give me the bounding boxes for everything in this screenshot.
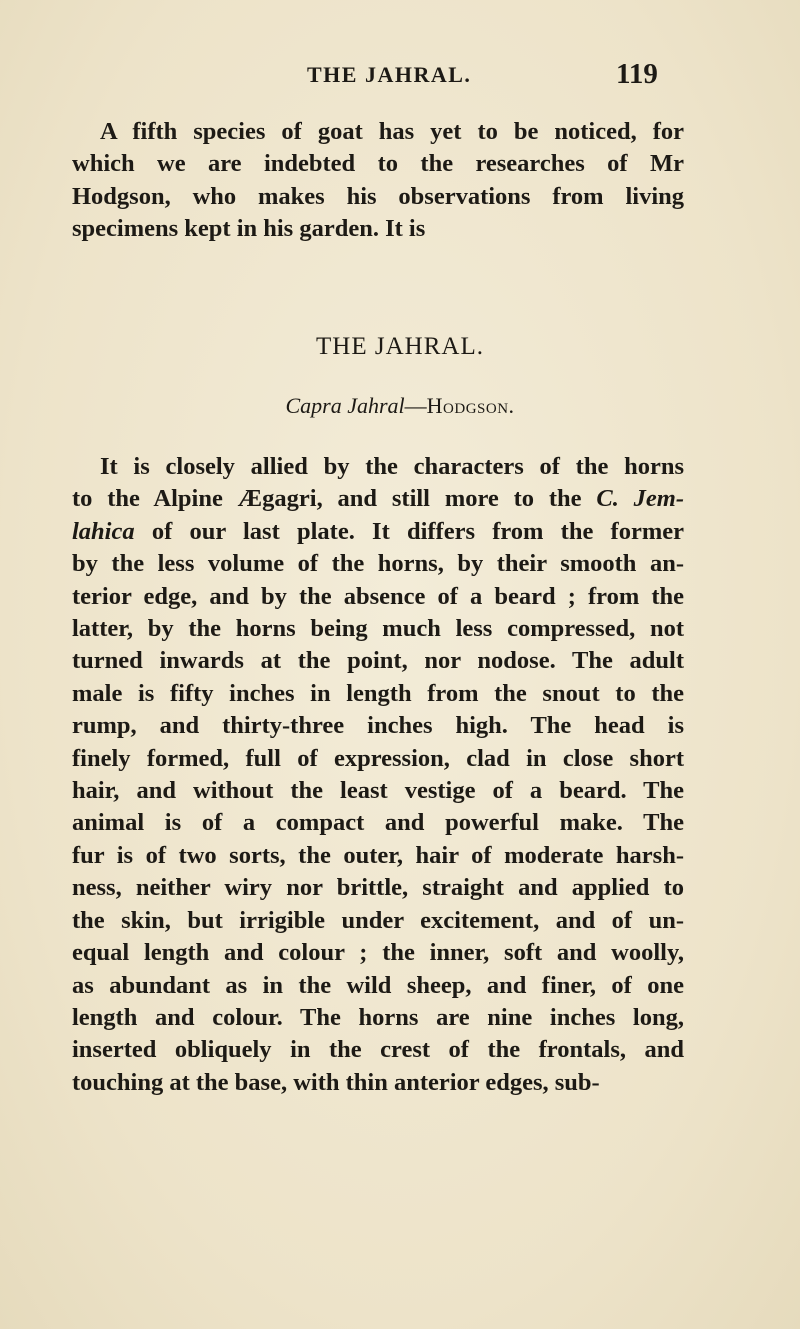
- italic-text: lahica: [72, 517, 135, 545]
- text-line: It is closely allied by the characters of the horns: [100, 453, 684, 480]
- text-line: the skin, but irrigible under excitement, and of un-: [72, 906, 684, 934]
- text-line: specimens kept in his garden. It is: [72, 215, 426, 243]
- intro-paragraph: [72, 116, 684, 246]
- latin-name: Capra Jahral: [285, 393, 405, 418]
- text-line: ness, neither wiry nor brittle, straight and applied to: [72, 874, 684, 902]
- page-number: 119: [616, 58, 658, 90]
- text-line: latter, by the horns being much less compressed, not: [72, 615, 684, 643]
- text-line: touching at the base, with thin anterior edges, sub-: [72, 1068, 600, 1096]
- author-name: Hodgson.: [426, 393, 515, 418]
- text-line: A fifth species of goat has yet to be noticed, for: [100, 118, 684, 145]
- text-line: Hodgson, who makes his observations from living: [72, 182, 684, 210]
- text-line: finely formed, full of expression, clad in close short: [72, 744, 684, 772]
- text-line: turned inwards at the point, nor nodose. The adult: [72, 647, 684, 675]
- text-line: by the less volume of the horns, by their smooth an-: [72, 550, 684, 578]
- section-subtitle: [0, 393, 800, 419]
- text-line: male is fifty inches in length from the snout to the: [72, 679, 684, 707]
- dash: —: [404, 393, 427, 418]
- text-line: to the Alpine Ægagri, and still more to the C. Jem-: [72, 485, 684, 513]
- text-line: terior edge, and by the absence of a beard ; from the: [72, 582, 684, 610]
- running-head: [0, 58, 800, 98]
- text-line: length and colour. The horns are nine inches long,: [72, 1003, 684, 1031]
- text-line: equal length and colour ; the inner, soft and woolly,: [72, 939, 684, 967]
- text-line: rump, and thirty-three inches high. The head is: [72, 712, 684, 740]
- section-title: THE JAHRAL.: [316, 333, 484, 360]
- text-line: which we are indebted to the researches of Mr: [72, 150, 684, 178]
- text-line: lahica of our last plate. It differs from the former: [72, 517, 684, 545]
- italic-text: C. Jem-: [596, 485, 684, 513]
- text-line: animal is of a compact and powerful make. The: [72, 809, 684, 837]
- text-line: inserted obliquely in the crest of the frontals, and: [72, 1036, 684, 1064]
- text-line: hair, and without the least vestige of a beard. The: [72, 777, 684, 805]
- text-line: fur is of two sorts, the outer, hair of moderate harsh-: [72, 841, 684, 869]
- running-title: THE JAHRAL.: [307, 62, 472, 87]
- body-paragraph: [72, 451, 684, 1099]
- text-line: as abundant as in the wild sheep, and finer, of one: [72, 971, 684, 999]
